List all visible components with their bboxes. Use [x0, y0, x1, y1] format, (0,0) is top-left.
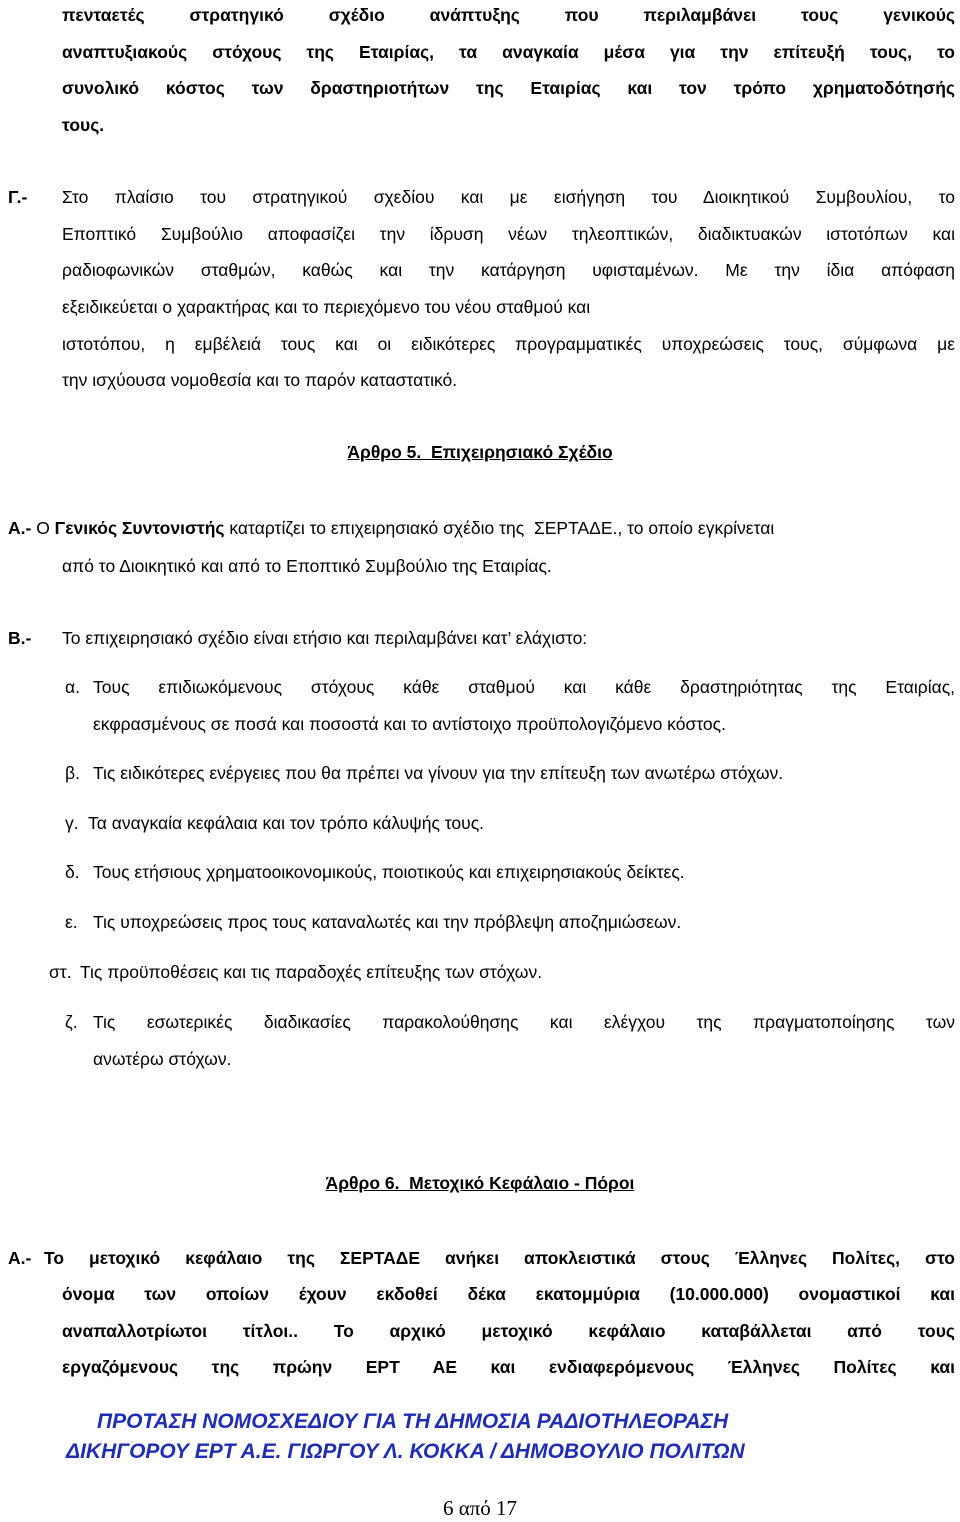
list-text: ανωτέρω στόχων. — [93, 1049, 232, 1069]
clause-marker: Β.- — [8, 628, 32, 648]
list-text: εκφρασμένους σε ποσά και ποσοστά και το αντίστοιχο προϋπολογιζόμενο κόστος. — [93, 714, 726, 734]
article-title: Άρθρο 5. Επιχειρησιακό Σχέδιο — [347, 442, 613, 462]
list-label: στ. — [49, 962, 72, 982]
list-text: Τις υποχρεώσεις προς τους καταναλωτές και την πρόβλεψη αποζημιώσεων. — [93, 912, 682, 932]
clause-text: Ο — [31, 518, 55, 538]
paragraph-line: εργαζόμενους της πρώην ΕΡΤ ΑΕ και ενδιαφερόμενους Έλληνες Πολίτες και — [62, 1357, 955, 1377]
footer-title: ΠΡΟΤΑΣΗ ΝΟΜΟΣΧΕΔΙΟΥ ΓΙΑ ΤΗ ΔΗΜΟΣΙΑ ΡΑΔΙΟΤΗΛΕΟΡΑΣΗ — [97, 1410, 729, 1433]
list-text: Τα αναγκαία κεφάλαια και τον τρόπο κάλυψής τους. — [88, 813, 484, 833]
page-number: 6 από 17 — [442, 1496, 518, 1520]
paragraph-line: εξειδικεύεται ο χαρακτήρας και το περιεχόμενο του νέου σταθμού και — [62, 297, 591, 317]
list-label: δ. — [65, 862, 80, 882]
paragraph-line: αναπτυξιακούς στόχους της Εταιρίας, τα αναγκαία μέσα για την επίτευξή τους, το — [62, 42, 955, 62]
paragraph-line: Στο πλαίσιο του στρατηγικού σχεδίου και με εισήγηση του Διοικητικού Συμβουλίου, το — [62, 187, 955, 207]
paragraph-line: συνολικό κόστος των δραστηριοτήτων της Εταιρίας και τον τρόπο χρηματοδότησής — [62, 78, 955, 98]
paragraph-line: ραδιοφωνικών σταθμών, καθώς και την κατάργηση υφισταμένων. Με την ίδια απόφαση — [62, 260, 955, 280]
footer-author: ΔΙΚΗΓΟΡΟΥ ΕΡΤ Α.Ε. ΓΙΩΡΓΟΥ Λ. ΚΟΚΚΑ / ΔΗΜΟΒΟΥΛΙΟ ΠΟΛΙΤΩΝ — [66, 1440, 745, 1463]
clause-text: καταρτίζει το επιχειρησιακό σχέδιο της ΣΕΡΤΑΔΕ., το οποίο εγκρίνεται — [224, 518, 775, 538]
paragraph-line: ιστοτόπου, η εμβέλειά τους και οι ειδικότερες προγραμματικές υποχρεώσεις τους, σύμφωνα με — [62, 334, 955, 354]
paragraph-line: Εποπτικό Συμβούλιο αποφασίζει την ίδρυση νέων τηλεοπτικών, διαδικτυακών ιστοτόπων και — [62, 224, 955, 244]
list-text: Τις εσωτερικές διαδικασίες παρακολούθησης και ελέγχου της πραγματοποίησης των — [93, 1012, 955, 1032]
list-label: ζ. — [65, 1012, 78, 1032]
paragraph-line: Το μετοχικό κεφάλαιο της ΣΕΡΤΑΔΕ ανήκει αποκλειστικά στους Έλληνες Πολίτες, στο — [44, 1248, 955, 1268]
list-text: Τους επιδιωκόμενους στόχους κάθε σταθμού και κάθε δραστηριότητας της Εταιρίας, — [93, 677, 955, 697]
paragraph-line: την ισχύουσα νομοθεσία και το παρόν καταστατικό. — [62, 370, 458, 390]
list-label: γ. — [65, 813, 79, 833]
clause-line: από το Διοικητικό και από το Εποπτικό Συμβούλιο της Εταιρίας. — [62, 556, 552, 576]
list-label: β. — [65, 763, 80, 783]
list-text: Τις ειδικότερες ενέργειες που θα πρέπει να γίνουν για την επίτευξη των ανωτέρω στόχων. — [93, 763, 784, 783]
paragraph-line: όνομα των οποίων έχουν εκδοθεί δέκα εκατομμύρια (10.000.000) ονομαστικοί και — [62, 1284, 955, 1304]
clause-marker: Α.- — [8, 1248, 32, 1268]
list-label: α. — [65, 677, 80, 697]
clause-marker: Α.- — [8, 518, 32, 538]
section-marker: Γ.- — [8, 187, 28, 207]
clause-a — [8, 517, 774, 539]
paragraph-line: πενταετές στρατηγικό σχέδιο ανάπτυξης που περιλαμβάνει τους γενικούς — [62, 5, 955, 25]
paragraph-line: αναπαλλοτρίωτοι τίτλοι.. Το αρχικό μετοχικό κεφάλαιο καταβάλλεται από τους — [62, 1321, 955, 1341]
list-text: Τους ετήσιους χρηματοοικονομικούς, ποιοτικούς και επιχειρησιακούς δείκτες. — [93, 862, 685, 882]
clause-line: Το επιχειρησιακό σχέδιο είναι ετήσιο και περιλαμβάνει κατ’ ελάχιστο: — [62, 628, 588, 648]
list-label: ε. — [65, 912, 78, 932]
article-title: Άρθρο 6. Μετοχικό Κεφάλαιο - Πόροι — [325, 1173, 635, 1193]
list-text: Τις προϋποθέσεις και τις παραδοχές επίτευξης των στόχων. — [80, 962, 543, 982]
paragraph-line: τους. — [62, 115, 105, 135]
clause-text-bold: Γενικός Συντονιστής — [54, 518, 225, 538]
